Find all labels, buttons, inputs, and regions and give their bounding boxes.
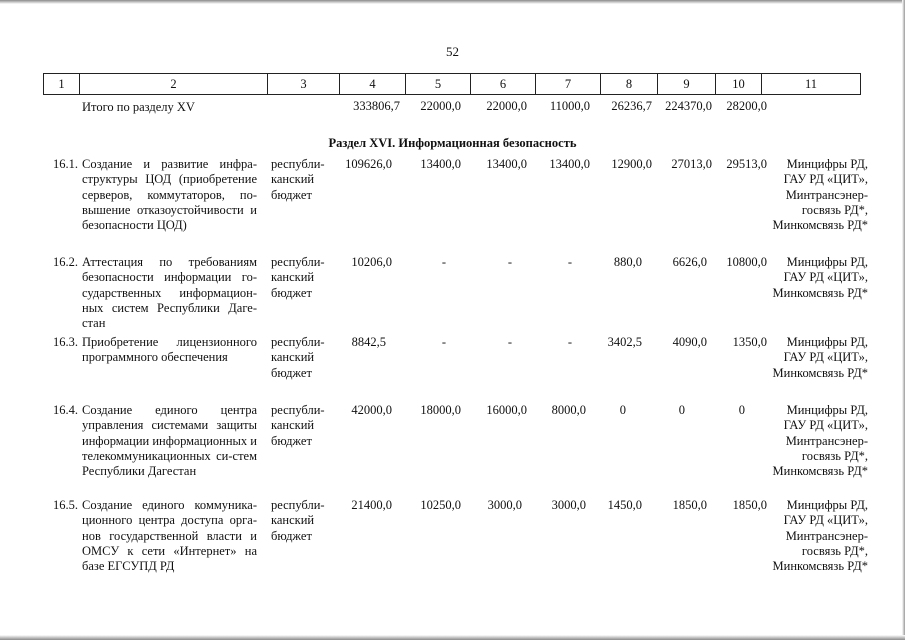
value-total: 21400,0 bbox=[351, 498, 392, 512]
value-total: 42000,0 bbox=[351, 403, 392, 417]
measure-name: Создание единого коммуника-ционного центра доступа орга-нов государственной власти и ОМСУ к сети «Интернет» на базе ЕГСУПД РД bbox=[82, 498, 257, 574]
responsible-party: Минцифры РД, ГАУ РД «ЦИТ», Минтрансэнер-госвязь РД*, Минкомсвязь РД* bbox=[772, 157, 868, 233]
value-2022: 3402,5 bbox=[607, 335, 642, 349]
header-cell: 3 bbox=[268, 74, 340, 95]
value-2024: 1350,0 bbox=[732, 335, 767, 349]
value-total: 10206,0 bbox=[351, 255, 392, 269]
responsible-party: Минцифры РД, ГАУ РД «ЦИТ», Минтрансэнер-госвязь РД*, Минкомсвязь РД* bbox=[772, 403, 868, 479]
total-value: 26236,7 bbox=[611, 99, 652, 113]
header-cell: 9 bbox=[658, 74, 716, 95]
measure-name: Приобретение лицензионного программного обеспечения bbox=[82, 335, 257, 365]
funding-source: республи-канский бюджет bbox=[271, 498, 325, 543]
total-value: 224370,0 bbox=[665, 99, 712, 113]
row-number: 16.5. bbox=[53, 498, 78, 512]
value-2019: 18000,0 bbox=[420, 403, 461, 417]
total-value: 333806,7 bbox=[353, 99, 400, 113]
measure-name: Создание и развитие инфра-структуры ЦОД (приобретение серверов, коммутаторов, по-вышение отказоустойчивости и безопасности ЦОД) bbox=[82, 157, 257, 233]
responsible-party: Минцифры РД, ГАУ РД «ЦИТ», Минкомсвязь РД* bbox=[772, 255, 868, 300]
page-number: 52 bbox=[446, 44, 459, 59]
header-cell: 6 bbox=[471, 74, 536, 95]
funding-source: республи-канский бюджет bbox=[271, 255, 325, 300]
row-number: 16.2. bbox=[53, 255, 78, 269]
total-value: 22000,0 bbox=[420, 99, 461, 113]
responsible-party: Минцифры РД, ГАУ РД «ЦИТ», Минтрансэнер-госвязь РД*, Минкомсвязь РД* bbox=[772, 498, 868, 574]
value-total: 8842,5 bbox=[351, 335, 386, 349]
header-cell: 8 bbox=[601, 74, 658, 95]
value-2021: 8000,0 bbox=[551, 403, 586, 417]
value-2022: 0 bbox=[619, 403, 626, 417]
row-number: 16.4. bbox=[53, 403, 78, 417]
value-total: 109626,0 bbox=[345, 157, 392, 171]
row-number: 16.3. bbox=[53, 335, 78, 349]
value-2024: 1850,0 bbox=[732, 498, 767, 512]
total-value: 22000,0 bbox=[486, 99, 527, 113]
funding-source: республи-канский бюджет bbox=[271, 335, 325, 380]
value-2019: 13400,0 bbox=[420, 157, 461, 171]
value-2022: 12900,0 bbox=[611, 157, 652, 171]
value-2020: 13400,0 bbox=[486, 157, 527, 171]
header-cell: 5 bbox=[406, 74, 471, 95]
total-row-label: Итого по разделу XV bbox=[82, 100, 195, 114]
value-2021: 13400,0 bbox=[549, 157, 590, 171]
value-2019: 10250,0 bbox=[420, 498, 461, 512]
value-2024: 10800,0 bbox=[726, 255, 767, 269]
value-2019: - bbox=[441, 255, 446, 269]
total-value: 11000,0 bbox=[549, 99, 590, 113]
funding-source: республи-канский бюджет bbox=[271, 157, 325, 202]
value-2023: 0 bbox=[678, 403, 685, 417]
header-cell: 10 bbox=[716, 74, 762, 95]
responsible-party: Минцифры РД, ГАУ РД «ЦИТ», Минкомсвязь РД* bbox=[772, 335, 868, 380]
value-2022: 880,0 bbox=[613, 255, 642, 269]
value-2021: 3000,0 bbox=[551, 498, 586, 512]
header-cell: 1 bbox=[44, 74, 80, 95]
funding-source: республи-канский бюджет bbox=[271, 403, 325, 448]
value-2023: 27013,0 bbox=[671, 157, 712, 171]
scan-edge-bottom bbox=[0, 635, 905, 640]
header-cell: 4 bbox=[340, 74, 406, 95]
column-number-header bbox=[43, 73, 861, 95]
header-cell: 7 bbox=[536, 74, 601, 95]
value-2024: 29513,0 bbox=[726, 157, 767, 171]
value-2020: 16000,0 bbox=[486, 403, 527, 417]
value-2021: - bbox=[567, 335, 572, 349]
value-2020: - bbox=[507, 335, 512, 349]
header-cell: 11 bbox=[762, 74, 861, 95]
value-2024: 0 bbox=[738, 403, 745, 417]
value-2020: 3000,0 bbox=[487, 498, 522, 512]
row-number: 16.1. bbox=[53, 157, 78, 171]
total-value: 28200,0 bbox=[726, 99, 767, 113]
value-2020: - bbox=[507, 255, 512, 269]
value-2023: 1850,0 bbox=[672, 498, 707, 512]
value-2023: 6626,0 bbox=[672, 255, 707, 269]
scan-edge-top bbox=[0, 0, 905, 4]
header-cell: 2 bbox=[80, 74, 268, 95]
measure-name: Аттестация по требованиям безопасности информации го-сударственных информацион-ных систем Республики Даге-стан bbox=[82, 255, 257, 331]
value-2021: - bbox=[567, 255, 572, 269]
section-title: Раздел XVI. Информационная безопасность bbox=[328, 136, 577, 150]
value-2019: - bbox=[441, 335, 446, 349]
measure-name: Создание единого центра управления системами защиты информации информационных и телекоммуникационных си-стем Республики Дагестан bbox=[82, 403, 257, 479]
value-2023: 4090,0 bbox=[672, 335, 707, 349]
value-2022: 1450,0 bbox=[607, 498, 642, 512]
